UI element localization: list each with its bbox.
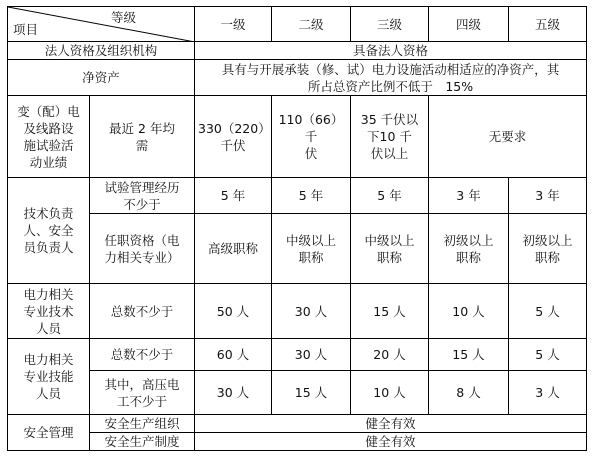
- qualification-level-4-line-1: 初级以上: [443, 232, 494, 248]
- tech-leader-group-line-1: 技术负责: [23, 206, 74, 221]
- skill-staff-group-label: [8, 339, 90, 415]
- row-safety-org: [8, 415, 587, 433]
- hv-level-3: 10 人: [351, 371, 429, 415]
- tech-leader-group-line-3: 员负责人: [23, 240, 74, 255]
- performance-group-line-2: 及线路设: [23, 120, 74, 136]
- performance-item-line-1: 最近 2 年均: [109, 120, 175, 136]
- row-tech-leader-experience: [8, 178, 587, 214]
- safety-system-label: 安全生产制度: [90, 433, 195, 451]
- skill-staff-group-line-1: 电力相关: [23, 352, 74, 367]
- performance-level-1-line-2: 千伏: [220, 137, 246, 153]
- tech-leader-group-line-2: 人、安全: [23, 223, 74, 238]
- hv-electrician-label: [90, 371, 195, 415]
- performance-level-2-line-1: 110（66）千: [278, 112, 344, 144]
- performance-level-3-line-3: 伏以上: [370, 146, 409, 161]
- qualification-level-4-line-2: 职称: [455, 249, 481, 265]
- hv-electrician-label-line-1: 其中，高压电: [104, 376, 180, 392]
- experience-level-5: 3 年: [509, 178, 587, 214]
- performance-item-line-2: 需: [135, 137, 149, 153]
- performance-level-3: [351, 96, 429, 178]
- hv-level-5: 3 人: [509, 371, 587, 415]
- skill-staff-total-level-5: 5 人: [509, 339, 587, 371]
- tech-staff-group-label: [8, 284, 90, 339]
- tech-staff-level-1: 50 人: [195, 284, 272, 339]
- safety-system-value: 健全有效: [195, 433, 587, 451]
- qualification-level-3-line-1: 中级以上: [364, 232, 415, 248]
- performance-group-label: [8, 96, 90, 178]
- experience-level-1: 5 年: [195, 178, 272, 214]
- safety-group-label: 安全管理: [8, 415, 90, 451]
- tech-staff-level-3: 15 人: [351, 284, 429, 339]
- qualification-level-2-line-1: 中级以上: [285, 232, 336, 248]
- experience-label-line-2: 不少于: [123, 196, 161, 212]
- skill-staff-group-line-2: 专业技能: [23, 369, 74, 384]
- skill-staff-total-level-3: 20 人: [351, 339, 429, 371]
- experience-level-4: 3 年: [429, 178, 509, 214]
- row-legal-person: [8, 42, 587, 60]
- net-assets-line-2: 所占总资产比例不低于 15%: [307, 78, 474, 94]
- net-assets-line-1: 具有与开展承装（修、试）电力设施活动相适应的净资产，其: [221, 61, 560, 77]
- skill-staff-group-line-3: 人员: [35, 386, 61, 401]
- corner-header-cell: [8, 7, 195, 42]
- tech-staff-level-2: 30 人: [272, 284, 351, 339]
- performance-level-2: [272, 96, 351, 178]
- experience-level-3: 5 年: [351, 178, 429, 214]
- performance-item-label: [90, 96, 195, 178]
- safety-org-value: 健全有效: [195, 415, 587, 433]
- performance-level-2-line-2: 伏: [304, 146, 318, 161]
- experience-label: [90, 178, 195, 214]
- qualification-label-line-1: 任职资格（电: [104, 232, 180, 248]
- hv-level-1: 30 人: [195, 371, 272, 415]
- performance-level-1-line-1: 330（220）: [198, 120, 271, 136]
- performance-level-3-line-1: 35 千伏以: [360, 112, 419, 127]
- level-3-header: 三级: [351, 7, 429, 42]
- tech-staff-level-4: 10 人: [429, 284, 509, 339]
- hv-level-2: 15 人: [272, 371, 351, 415]
- level-5-header: 五级: [509, 7, 587, 42]
- skill-staff-total-label: 总数不少于: [90, 339, 195, 371]
- qualification-level-5: [509, 214, 587, 284]
- performance-level-3-line-2: 下10 千: [367, 129, 412, 144]
- tech-staff-item-label: 总数不少于: [90, 284, 195, 339]
- skill-staff-total-level-1: 60 人: [195, 339, 272, 371]
- hv-level-4: 8 人: [429, 371, 509, 415]
- corner-header-item: 项目: [13, 22, 39, 37]
- level-1-header: 一级: [195, 7, 272, 42]
- net-assets-value: [195, 60, 587, 96]
- net-assets-label: 净资产: [8, 60, 195, 96]
- header-row: [8, 7, 587, 42]
- row-performance: [8, 96, 587, 178]
- tech-staff-group-line-2: 专业技术: [23, 303, 74, 319]
- qualification-level-2: [272, 214, 351, 284]
- skill-staff-total-level-2: 30 人: [272, 339, 351, 371]
- qualification-level-5-line-1: 初级以上: [522, 232, 573, 248]
- tech-leader-group-label: [8, 178, 90, 284]
- row-net-assets: [8, 60, 587, 96]
- qualification-level-2-line-2: 职称: [298, 249, 324, 265]
- performance-group-line-4: 动业绩: [29, 154, 68, 170]
- row-tech-staff: [8, 284, 587, 339]
- tech-staff-level-5: 5 人: [509, 284, 587, 339]
- row-skill-staff-hv: [8, 371, 587, 415]
- performance-group-line-1: 变（配）电: [17, 103, 80, 119]
- qualification-level-1: 高级职称: [195, 214, 272, 284]
- legal-person-label: 法人资格及组织机构: [8, 42, 195, 60]
- row-tech-leader-qualification: [8, 214, 587, 284]
- qualification-label: [90, 214, 195, 284]
- tech-staff-group-line-3: 人员: [35, 320, 61, 336]
- safety-org-label: 安全生产组织: [90, 415, 195, 433]
- row-safety-system: [8, 433, 587, 451]
- qualification-level-3-line-2: 职称: [376, 249, 402, 265]
- hv-electrician-label-line-2: 工不少于: [116, 393, 167, 409]
- qualification-level-3: [351, 214, 429, 284]
- qualification-level-5-line-2: 职称: [534, 249, 560, 265]
- qualification-level-4: [429, 214, 509, 284]
- corner-header-level: 等级: [110, 10, 136, 25]
- qualification-label-line-2: 力相关专业）: [104, 249, 180, 265]
- level-4-header: 四级: [429, 7, 509, 42]
- tech-staff-group-line-1: 电力相关: [23, 286, 74, 302]
- performance-level-4-5: 无要求: [429, 96, 587, 178]
- experience-label-line-1: 试验管理经历: [104, 179, 180, 195]
- performance-level-1: [195, 96, 272, 178]
- skill-staff-total-level-4: 15 人: [429, 339, 509, 371]
- qualification-table: [7, 6, 587, 451]
- legal-person-value: 具备法人资格: [195, 42, 587, 60]
- experience-level-2: 5 年: [272, 178, 351, 214]
- row-skill-staff-total: [8, 339, 587, 371]
- performance-group-line-3: 施试验活: [23, 137, 74, 153]
- level-2-header: 二级: [272, 7, 351, 42]
